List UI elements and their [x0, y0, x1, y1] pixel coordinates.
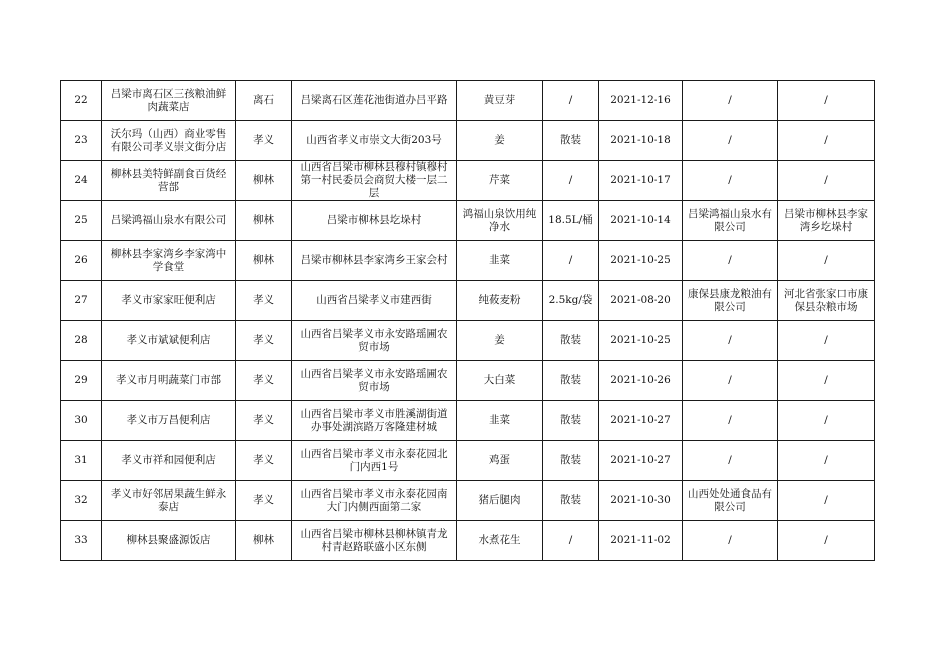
- store-name-cell: 柳林县李家湾乡李家湾中学食堂: [102, 241, 236, 281]
- table-row: [61, 441, 875, 481]
- producer-address-cell: /: [778, 361, 875, 401]
- row-number-cell: 23: [61, 121, 102, 161]
- producer-name-cell: /: [683, 521, 778, 561]
- production-date-cell: 2021-10-14: [599, 201, 683, 241]
- store-name-cell: 沃尔玛（山西）商业零售有限公司孝义崇文街分店: [102, 121, 236, 161]
- production-date-cell: 2021-12-16: [599, 81, 683, 121]
- row-number-cell: 32: [61, 481, 102, 521]
- store-address-cell: 山西省吕梁孝义市建西街: [292, 281, 457, 321]
- table-row: [61, 241, 875, 281]
- sampling-table-page: [60, 80, 875, 561]
- row-number-cell: 25: [61, 201, 102, 241]
- table-row: [61, 401, 875, 441]
- production-date-cell: 2021-10-30: [599, 481, 683, 521]
- table-row: [61, 81, 875, 121]
- producer-name-cell: /: [683, 441, 778, 481]
- row-number-cell: 30: [61, 401, 102, 441]
- product-name-cell: 姜: [457, 321, 543, 361]
- store-name-cell: 孝义市斌斌便利店: [102, 321, 236, 361]
- store-name-cell: 孝义市好邻居果蔬生鲜永泰店: [102, 481, 236, 521]
- store-name-cell: 孝义市祥和园便利店: [102, 441, 236, 481]
- producer-address-cell: /: [778, 521, 875, 561]
- district-cell: 孝义: [236, 321, 292, 361]
- specification-cell: 18.5L/桶: [543, 201, 599, 241]
- producer-name-cell: 吕梁鸿福山泉水有限公司: [683, 201, 778, 241]
- store-name-cell: 孝义市万昌便利店: [102, 401, 236, 441]
- producer-name-cell: 康保县康龙粮油有限公司: [683, 281, 778, 321]
- producer-address-cell: 吕梁市柳林县李家湾乡圪垛村: [778, 201, 875, 241]
- producer-name-cell: /: [683, 161, 778, 201]
- specification-cell: 散装: [543, 361, 599, 401]
- table-row: [61, 321, 875, 361]
- product-name-cell: 姜: [457, 121, 543, 161]
- specification-cell: 散装: [543, 441, 599, 481]
- store-address-cell: 山西省吕梁孝义市永安路瑶圃农贸市场: [292, 321, 457, 361]
- production-date-cell: 2021-11-02: [599, 521, 683, 561]
- product-name-cell: 水煮花生: [457, 521, 543, 561]
- production-date-cell: 2021-10-25: [599, 321, 683, 361]
- row-number-cell: 26: [61, 241, 102, 281]
- district-cell: 柳林: [236, 161, 292, 201]
- producer-address-cell: /: [778, 121, 875, 161]
- store-address-cell: 山西省吕梁市柳林县穆村镇穆村第一村民委员会商贸大楼一层二层: [292, 161, 457, 201]
- specification-cell: /: [543, 81, 599, 121]
- production-date-cell: 2021-10-25: [599, 241, 683, 281]
- product-name-cell: 韭菜: [457, 241, 543, 281]
- table-row: [61, 521, 875, 561]
- production-date-cell: 2021-10-27: [599, 441, 683, 481]
- row-number-cell: 31: [61, 441, 102, 481]
- row-number-cell: 22: [61, 81, 102, 121]
- producer-address-cell: /: [778, 441, 875, 481]
- producer-name-cell: /: [683, 361, 778, 401]
- row-number-cell: 33: [61, 521, 102, 561]
- store-name-cell: 吕梁鸿福山泉水有限公司: [102, 201, 236, 241]
- specification-cell: 2.5kg/袋: [543, 281, 599, 321]
- store-address-cell: 山西省孝义市崇文大街203号: [292, 121, 457, 161]
- store-address-cell: 山西省吕梁市柳林县柳林镇青龙村青赵路联盛小区东侧: [292, 521, 457, 561]
- producer-address-cell: 河北省张家口市康保县杂粮市场: [778, 281, 875, 321]
- production-date-cell: 2021-08-20: [599, 281, 683, 321]
- specification-cell: /: [543, 521, 599, 561]
- specification-cell: /: [543, 241, 599, 281]
- store-name-cell: 柳林县美特鲜副食百货经营部: [102, 161, 236, 201]
- row-number-cell: 27: [61, 281, 102, 321]
- specification-cell: 散装: [543, 401, 599, 441]
- district-cell: 孝义: [236, 441, 292, 481]
- row-number-cell: 28: [61, 321, 102, 361]
- production-date-cell: 2021-10-18: [599, 121, 683, 161]
- product-name-cell: 黄豆芽: [457, 81, 543, 121]
- district-cell: 柳林: [236, 521, 292, 561]
- table-row: [61, 481, 875, 521]
- production-date-cell: 2021-10-17: [599, 161, 683, 201]
- producer-address-cell: /: [778, 81, 875, 121]
- specification-cell: 散装: [543, 121, 599, 161]
- product-name-cell: 鸡蛋: [457, 441, 543, 481]
- specification-cell: 散装: [543, 481, 599, 521]
- district-cell: 孝义: [236, 281, 292, 321]
- producer-address-cell: /: [778, 241, 875, 281]
- producer-name-cell: 山西处处通食品有限公司: [683, 481, 778, 521]
- district-cell: 孝义: [236, 401, 292, 441]
- product-name-cell: 大白菜: [457, 361, 543, 401]
- product-name-cell: 鸿福山泉饮用纯净水: [457, 201, 543, 241]
- producer-name-cell: /: [683, 241, 778, 281]
- store-name-cell: 吕梁市离石区三孩粮油鲜肉蔬菜店: [102, 81, 236, 121]
- product-name-cell: 纯莜麦粉: [457, 281, 543, 321]
- store-address-cell: 山西省吕梁市孝义市永泰花园南大门内侧西面第二家: [292, 481, 457, 521]
- product-name-cell: 韭菜: [457, 401, 543, 441]
- district-cell: 离石: [236, 81, 292, 121]
- store-address-cell: 山西省吕梁市孝义市永泰花园北门内西1号: [292, 441, 457, 481]
- store-address-cell: 吕梁市柳林县李家湾乡王家会村: [292, 241, 457, 281]
- producer-address-cell: /: [778, 321, 875, 361]
- producer-address-cell: /: [778, 481, 875, 521]
- producer-name-cell: /: [683, 121, 778, 161]
- production-date-cell: 2021-10-27: [599, 401, 683, 441]
- district-cell: 柳林: [236, 241, 292, 281]
- district-cell: 孝义: [236, 121, 292, 161]
- table-row: [61, 121, 875, 161]
- production-date-cell: 2021-10-26: [599, 361, 683, 401]
- store-name-cell: 孝义市月明蔬菜门市部: [102, 361, 236, 401]
- store-name-cell: 孝义市家家旺便利店: [102, 281, 236, 321]
- district-cell: 孝义: [236, 481, 292, 521]
- table-row: [61, 201, 875, 241]
- producer-name-cell: /: [683, 81, 778, 121]
- sampling-results-table: [60, 80, 875, 561]
- store-address-cell: 山西省吕梁孝义市永安路瑶圃农贸市场: [292, 361, 457, 401]
- row-number-cell: 29: [61, 361, 102, 401]
- table-row: [61, 161, 875, 201]
- product-name-cell: 猪后腿肉: [457, 481, 543, 521]
- store-address-cell: 山西省吕梁市孝义市胜溪湖街道办事处湖滨路万客隆建材城: [292, 401, 457, 441]
- producer-name-cell: /: [683, 321, 778, 361]
- producer-name-cell: /: [683, 401, 778, 441]
- district-cell: 柳林: [236, 201, 292, 241]
- table-row: [61, 361, 875, 401]
- producer-address-cell: /: [778, 401, 875, 441]
- specification-cell: /: [543, 161, 599, 201]
- row-number-cell: 24: [61, 161, 102, 201]
- table-body: [61, 81, 875, 561]
- store-address-cell: 吕梁离石区莲花池街道办吕平路: [292, 81, 457, 121]
- specification-cell: 散装: [543, 321, 599, 361]
- store-name-cell: 柳林县聚盛源饭店: [102, 521, 236, 561]
- store-address-cell: 吕梁市柳林县圪垛村: [292, 201, 457, 241]
- table-row: [61, 281, 875, 321]
- district-cell: 孝义: [236, 361, 292, 401]
- producer-address-cell: /: [778, 161, 875, 201]
- product-name-cell: 芹菜: [457, 161, 543, 201]
